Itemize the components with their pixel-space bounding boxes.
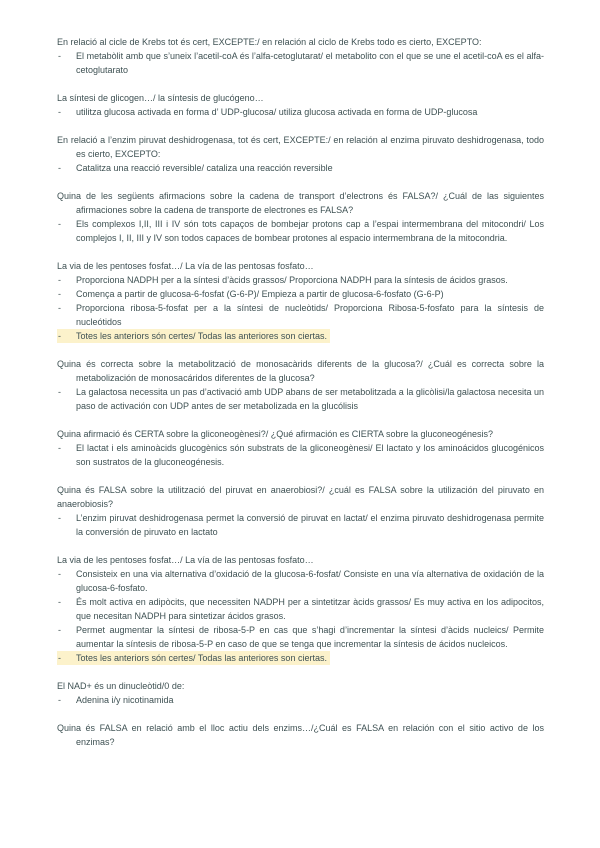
- question-block: [57, 427, 544, 469]
- document-content: [57, 35, 544, 763]
- bullet-dash: -: [58, 51, 61, 61]
- answer-text: Proporciona NADPH per a la síntesi d’àcids grassos/ Proporciona NADPH para la síntesis de ácidos grasos.: [76, 275, 508, 285]
- bullet-dash: -: [58, 107, 61, 117]
- question-block: [57, 483, 544, 539]
- answer-item-highlighted: [57, 651, 330, 665]
- answer-text: Consisteix en una via alternativa d’oxidació de la glucosa-6-fosfat/ Consiste en una vía alternativa de oxidación de la glucosa-6-fosfato.: [76, 569, 544, 593]
- bullet-dash: -: [58, 289, 61, 299]
- bullet-dash: -: [58, 387, 61, 397]
- question-block: [57, 189, 544, 245]
- bullet-dash: -: [58, 331, 61, 341]
- answer-text: Comença a partir de glucosa-6-fosfat (G-6-P)/ Empieza a partir de glucosa-6-fosfato (G-6-P): [76, 289, 444, 299]
- answer-item: [57, 105, 544, 119]
- question-text: La via de les pentoses fosfat…/ La vía de las pentosas fosfato…: [57, 555, 314, 565]
- bullet-dash: -: [58, 695, 61, 705]
- question-text: Quina és FALSA en relació amb el lloc actiu dels enzims…/¿Cuál es FALSA en relación con el sitio activo de los enzimas?: [57, 723, 544, 747]
- question-text: Quina és correcta sobre la metabolització de monosacàrids diferents de la glucosa?/ ¿Cuál es correcta sobre la metabolización de monosacáridos diferentes de la glucosa?: [57, 359, 544, 383]
- answer-text: El lactat i els aminoàcids glucogènics són substrats de la gliconeogènesi/ El lactato y los aminoácidos glucogénicos son sustratos de la gluconeogénesis.: [76, 443, 544, 467]
- answer-item: [57, 595, 544, 623]
- question-block: [57, 553, 544, 665]
- question-text: La via de les pentoses fosfat…/ La vía de las pentosas fosfato…: [57, 261, 314, 271]
- question-text: Quina de les següents afirmacions sobre la cadena de transport d’electrons és FALSA?/ ¿Cuál de las siguientes afirmaciones sobre la cadena de transporte de electrones es FALSA?: [57, 191, 544, 215]
- answer-item: [57, 217, 544, 245]
- answer-text: Els complexos I,II, III i IV són tots capaços de bombejar protons cap a l’espai intermembrana del mitocondri/ Los complejos I, II, III y IV son todos capaces de bombear protones al espacio intermembrana de la mitocondria.: [76, 219, 544, 243]
- question-text: En relació a l’enzim piruvat deshidrogenasa, tot és cert, EXCEPTE:/ en relación al enzima piruvato deshidrogenasa, todo es cierto, EXCEPTO:: [57, 135, 544, 159]
- answer-text: Catalitza una reacció reversible/ cataliza una reacción reversible: [76, 163, 333, 173]
- answer-text: Proporciona ribosa-5-fosfat per a la síntesi de nucleòtids/ Proporciona Ribosa-5-fosfato para la síntesis de nucleótidos: [76, 303, 544, 327]
- answer-text: La galactosa necessita un pas d’activació amb UDP abans de ser metabolitzada a la glicòlisi/la galactosa necesita un paso de activación con UDP antes de ser metabolizada en la glucólisis: [76, 387, 544, 411]
- answer-item: [57, 511, 544, 539]
- question-block: [57, 259, 544, 343]
- answer-item: [57, 441, 544, 469]
- bullet-dash: -: [58, 219, 61, 229]
- answer-text: utilitza glucosa activada en forma d’ UDP-glucosa/ utiliza glucosa activada en forma de UDP-glucosa: [76, 107, 478, 117]
- question-block: [57, 721, 544, 749]
- answer-text: Adenina i/y nicotinamida: [76, 695, 174, 705]
- question-block: [57, 357, 544, 413]
- answer-text: El metabòlit amb que s’uneix l’acetil-coA és l’alfa-cetoglutarat/ el metabolito con el que se une el acetil-coA es el alfa-cetoglutarato: [76, 51, 544, 75]
- question-text: El NAD+ és un dinucleòtid/0 de:: [57, 681, 185, 691]
- answer-item: [57, 693, 544, 707]
- answer-text: Permet augmentar la síntesi de ribosa-5-P en cas que s’hagi d’incrementar la síntesi d’àcids nucleics/ Permite aumentar la síntesis de ribosa-5-P en caso de que se tenga que incrementar la síntesis de ácidos nucleicos.: [76, 625, 544, 649]
- answer-item: [57, 301, 544, 329]
- question-text: Quina afirmació és CERTA sobre la gliconeogènesi?/ ¿Qué afirmación es CIERTA sobre la gluconeogénesis?: [57, 429, 494, 439]
- answer-text: És molt activa en adipòcits, que necessiten NADPH per a sintetitzar àcids grassos/ Es muy activa en los adipocitos, que necesitan NADPH para sintetizar ácidos grasos.: [76, 597, 544, 621]
- answer-text: Totes les anteriors són certes/ Todas las anteriores son ciertas.: [76, 331, 327, 341]
- answer-item-highlighted: [57, 329, 330, 343]
- question-text: En relació al cicle de Krebs tot és cert, EXCEPTE:/ en relación al ciclo de Krebs todo es cierto, EXCEPTO:: [57, 37, 482, 47]
- bullet-dash: -: [58, 275, 61, 285]
- question-block: [57, 91, 544, 119]
- bullet-dash: -: [58, 653, 61, 663]
- answer-item: [57, 287, 544, 301]
- bullet-dash: -: [58, 513, 61, 523]
- question-block: [57, 679, 544, 707]
- answer-text: Totes les anteriors són certes/ Todas las anteriores son ciertas.: [76, 653, 327, 663]
- answer-item: [57, 161, 544, 175]
- question-block: [57, 35, 544, 77]
- bullet-dash: -: [58, 597, 61, 607]
- answer-text: L’enzim piruvat deshidrogenasa permet la conversió de piruvat en lactat/ el enzima piruvato deshidrogenasa permite la conversión de piruvato en lactato: [76, 513, 544, 537]
- answer-item: [57, 273, 544, 287]
- bullet-dash: -: [58, 303, 61, 313]
- bullet-dash: -: [58, 443, 61, 453]
- bullet-dash: -: [58, 569, 61, 579]
- answer-item: [57, 623, 544, 651]
- answer-item: [57, 567, 544, 595]
- bullet-dash: -: [58, 163, 61, 173]
- question-block: [57, 133, 544, 175]
- bullet-dash: -: [58, 625, 61, 635]
- answer-item: [57, 385, 544, 413]
- question-text: La síntesi de glicogen…/ la síntesis de glucógeno…: [57, 93, 264, 103]
- question-text: Quina és FALSA sobre la utilització del piruvat en anaerobiosi?/ ¿cuál es FALSA sobre la utilización del piruvato en anaerobiosis?: [57, 485, 544, 509]
- answer-item: [57, 49, 544, 77]
